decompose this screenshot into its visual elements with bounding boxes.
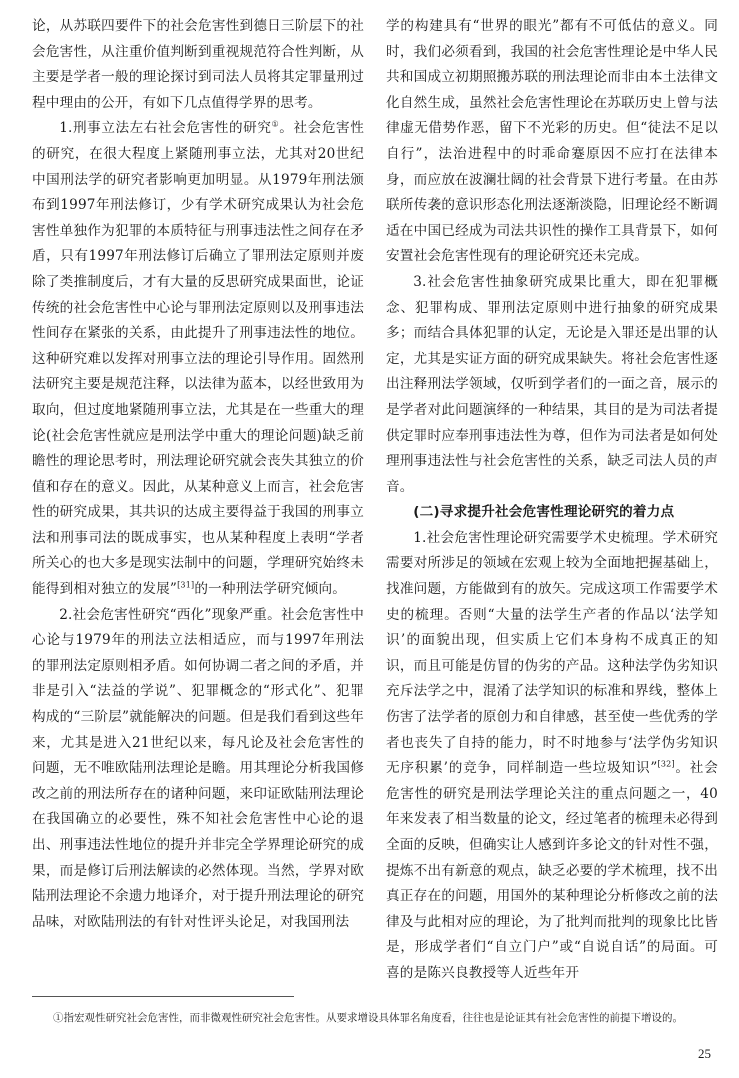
subpoint-1-tail: 。社会危害性的研究是刑法学理论关注的重点问题之一，40年来发表了相当数量的论文，经过笔者的梳理未必得到全面的反映，但确实让人感到许多论文的针对性不强，提炼不出有新意的观点，缺乏必要的学术梳理，找不出真正存在的问题，用国外的某种理论分析修改之前的法律及与此相对应的理论，为了批判而批判的现象比比皆是，形成学者们“自立门户”或“自说自话”的局面。可喜的是陈兴良教授等人近些年开	[386, 760, 718, 981]
point-1-lead: 1.刑事立法左右社会危害性的研究	[59, 120, 272, 137]
right-column	[386, 14, 718, 987]
point-2-paragraph: 2.社会危害性研究“西化”现象严重。社会危害性中心论与1979年的刑法立法相适应，而与1997年刑法的罪刑法定原则相矛盾。如何协调二者之间的矛盾，并非是引入“法益的学说”、犯罪概念的“形式化”、犯罪构成的“三阶层”就能解决的问题。但是我们看到这些年来，尤其是进入21世纪以来，每凡论及社会危害性的问题，无不唯欧陆刑法理论是瞻。用其理论分析我国修改之前的刑法所存在的诸种问题，来印证欧陆刑法理论在我国确立的必要性，殊不知社会危害性中心论的退出、刑事违法性地位的提升并非完全学界理论研究的成果，而是修订后刑法解读的必然体现。当然，学界对欧陆刑法理论不余遗力地译介，对于提升刑法理论的研究品味，对欧陆刑法的有针对性评头论足，对我国刑法	[32, 606, 364, 930]
footnote-text: ①指宏观性研究社会危害性，而非微观性研究社会危害性。从要求增设具体罪名角度看，往往也是论证其有社会危害性的前提下增设的。	[53, 1012, 683, 1024]
footnote-divider	[32, 996, 294, 997]
intro-paragraph: 论，从苏联四要件下的社会危害性到德日三阶层下的社会危害性，从注重价值判断到重视规范符合性判断，从主要是学者一般的理论探讨到司法人员将其定罪量刑过程中理由的公开，有如下几点值得学界的思考。	[32, 18, 364, 111]
section-heading: (二)寻求提升社会危害性理论研究的着力点	[413, 504, 675, 521]
citation-32: [32]	[657, 759, 675, 769]
subpoint-1-body: 1.社会危害性理论研究需要学术史梳理。学术研究需要对所涉足的领域在宏观上较为全面地把握基础上，找准问题，方能做到有的放矢。完成这项工作需要学术史的梳理。否则“大量的法学生产者的作品以‘法学知识’的面貌出现，但实质上它们本身构不成真正的知识，而且可能是仿冒的伪劣的产品。这种法学伪劣知识充斥法学之中，混淆了法学知识的标准和界线，整体上伤害了法学者的原创力和自律感，甚至使一些优秀的学者也丧失了自持的能力，时不时地参与‘法学伪劣知识无序积累’的竞争，同样制造一些垃圾知识”	[386, 529, 718, 777]
citation-31: [31]	[177, 580, 195, 590]
page-number: 25	[698, 1046, 711, 1061]
point-1-tail: 的一种刑法学研究倾向。	[194, 581, 347, 598]
point-1-paragraph	[32, 116, 364, 602]
left-column	[32, 14, 364, 935]
subpoint-1-paragraph	[386, 526, 718, 987]
point-3-paragraph: 3.社会危害性抽象研究成果比重大，即在犯罪概念、犯罪构成、罪刑法定原则中进行抽象的研究成果多；而结合具体犯罪的认定，无论是入罪还是出罪的认定，尤其是实证方面的研究成果缺失。将社会危害性逐出注释刑法学领域，仅听到学者们的一面之音，展示的是学者对此问题演绎的一种结果，其目的是为司法者提供定罪时应奉刑事违法性为尊，但作为司法者是如何处理刑事违法性与社会危害性的关系，缺乏司法人员的声音。	[386, 273, 718, 495]
footnote-marker: ①	[271, 119, 280, 129]
point-1-body: 。社会危害性的研究，在很大程度上紧随刑事立法，尤其对20世纪中国刑法学的研究者影响更加明显。从1979年刑法颁布到1997年刑法修订，少有学术研究成果认为社会危害性单独作为犯罪的本质特征与刑事违法性之间存在矛盾，只有1997年刑法修订后确立了罪刑法定原则并废除了类推制度后，才有大量的反思研究成果面世，论证传统的社会危害性中心论与罪刑法定原则以及刑事违法性间存在紧张的关系，由此提升了刑事违法性的地位。这种研究难以发挥对刑事立法的理论引导作用。固然刑法研究主要是规范注释，以法律为蓝本，以经世致用为取向，但过度地紧随刑事立法，尤其是在一些重大的理论(社会危害性就应是刑法学中重大的理论问题)缺乏前瞻性的理论思考时，刑法理论研究就会丧失其独立的价值和存在的意义。因此，从某种意义上而言，社会危害性的研究成果，其共识的达成主要得益于我国的刑事立法和刑事司法的既成事实，也从某种程度上表明“学者所关心的也大多是现实法制中的问题，学理研究始终未能得到相对独立的发展”	[32, 120, 365, 598]
continued-paragraph: 学的构建具有“世界的眼光”都有不可低估的意义。同时，我们必须看到，我国的社会危害性理论是中华人民共和国成立初期照搬苏联的刑法理论而非由本土法律文化自然生成，虽然社会危害性理论在苏联历史上曾与法律虚无借势作恶，留下不光彩的历史。但“徒法不足以自行”，法治进程中的时乖命蹇原因不应打在法律本身，而应放在波澜壮阔的社会背景下进行考量。在由苏联所传袭的意识形态化刑法逐渐淡隐，旧理论经不断调适在中国已经成为司法共识性的操作工具背景下，如何安置社会危害性现有的理论研究还未完成。	[386, 18, 718, 265]
